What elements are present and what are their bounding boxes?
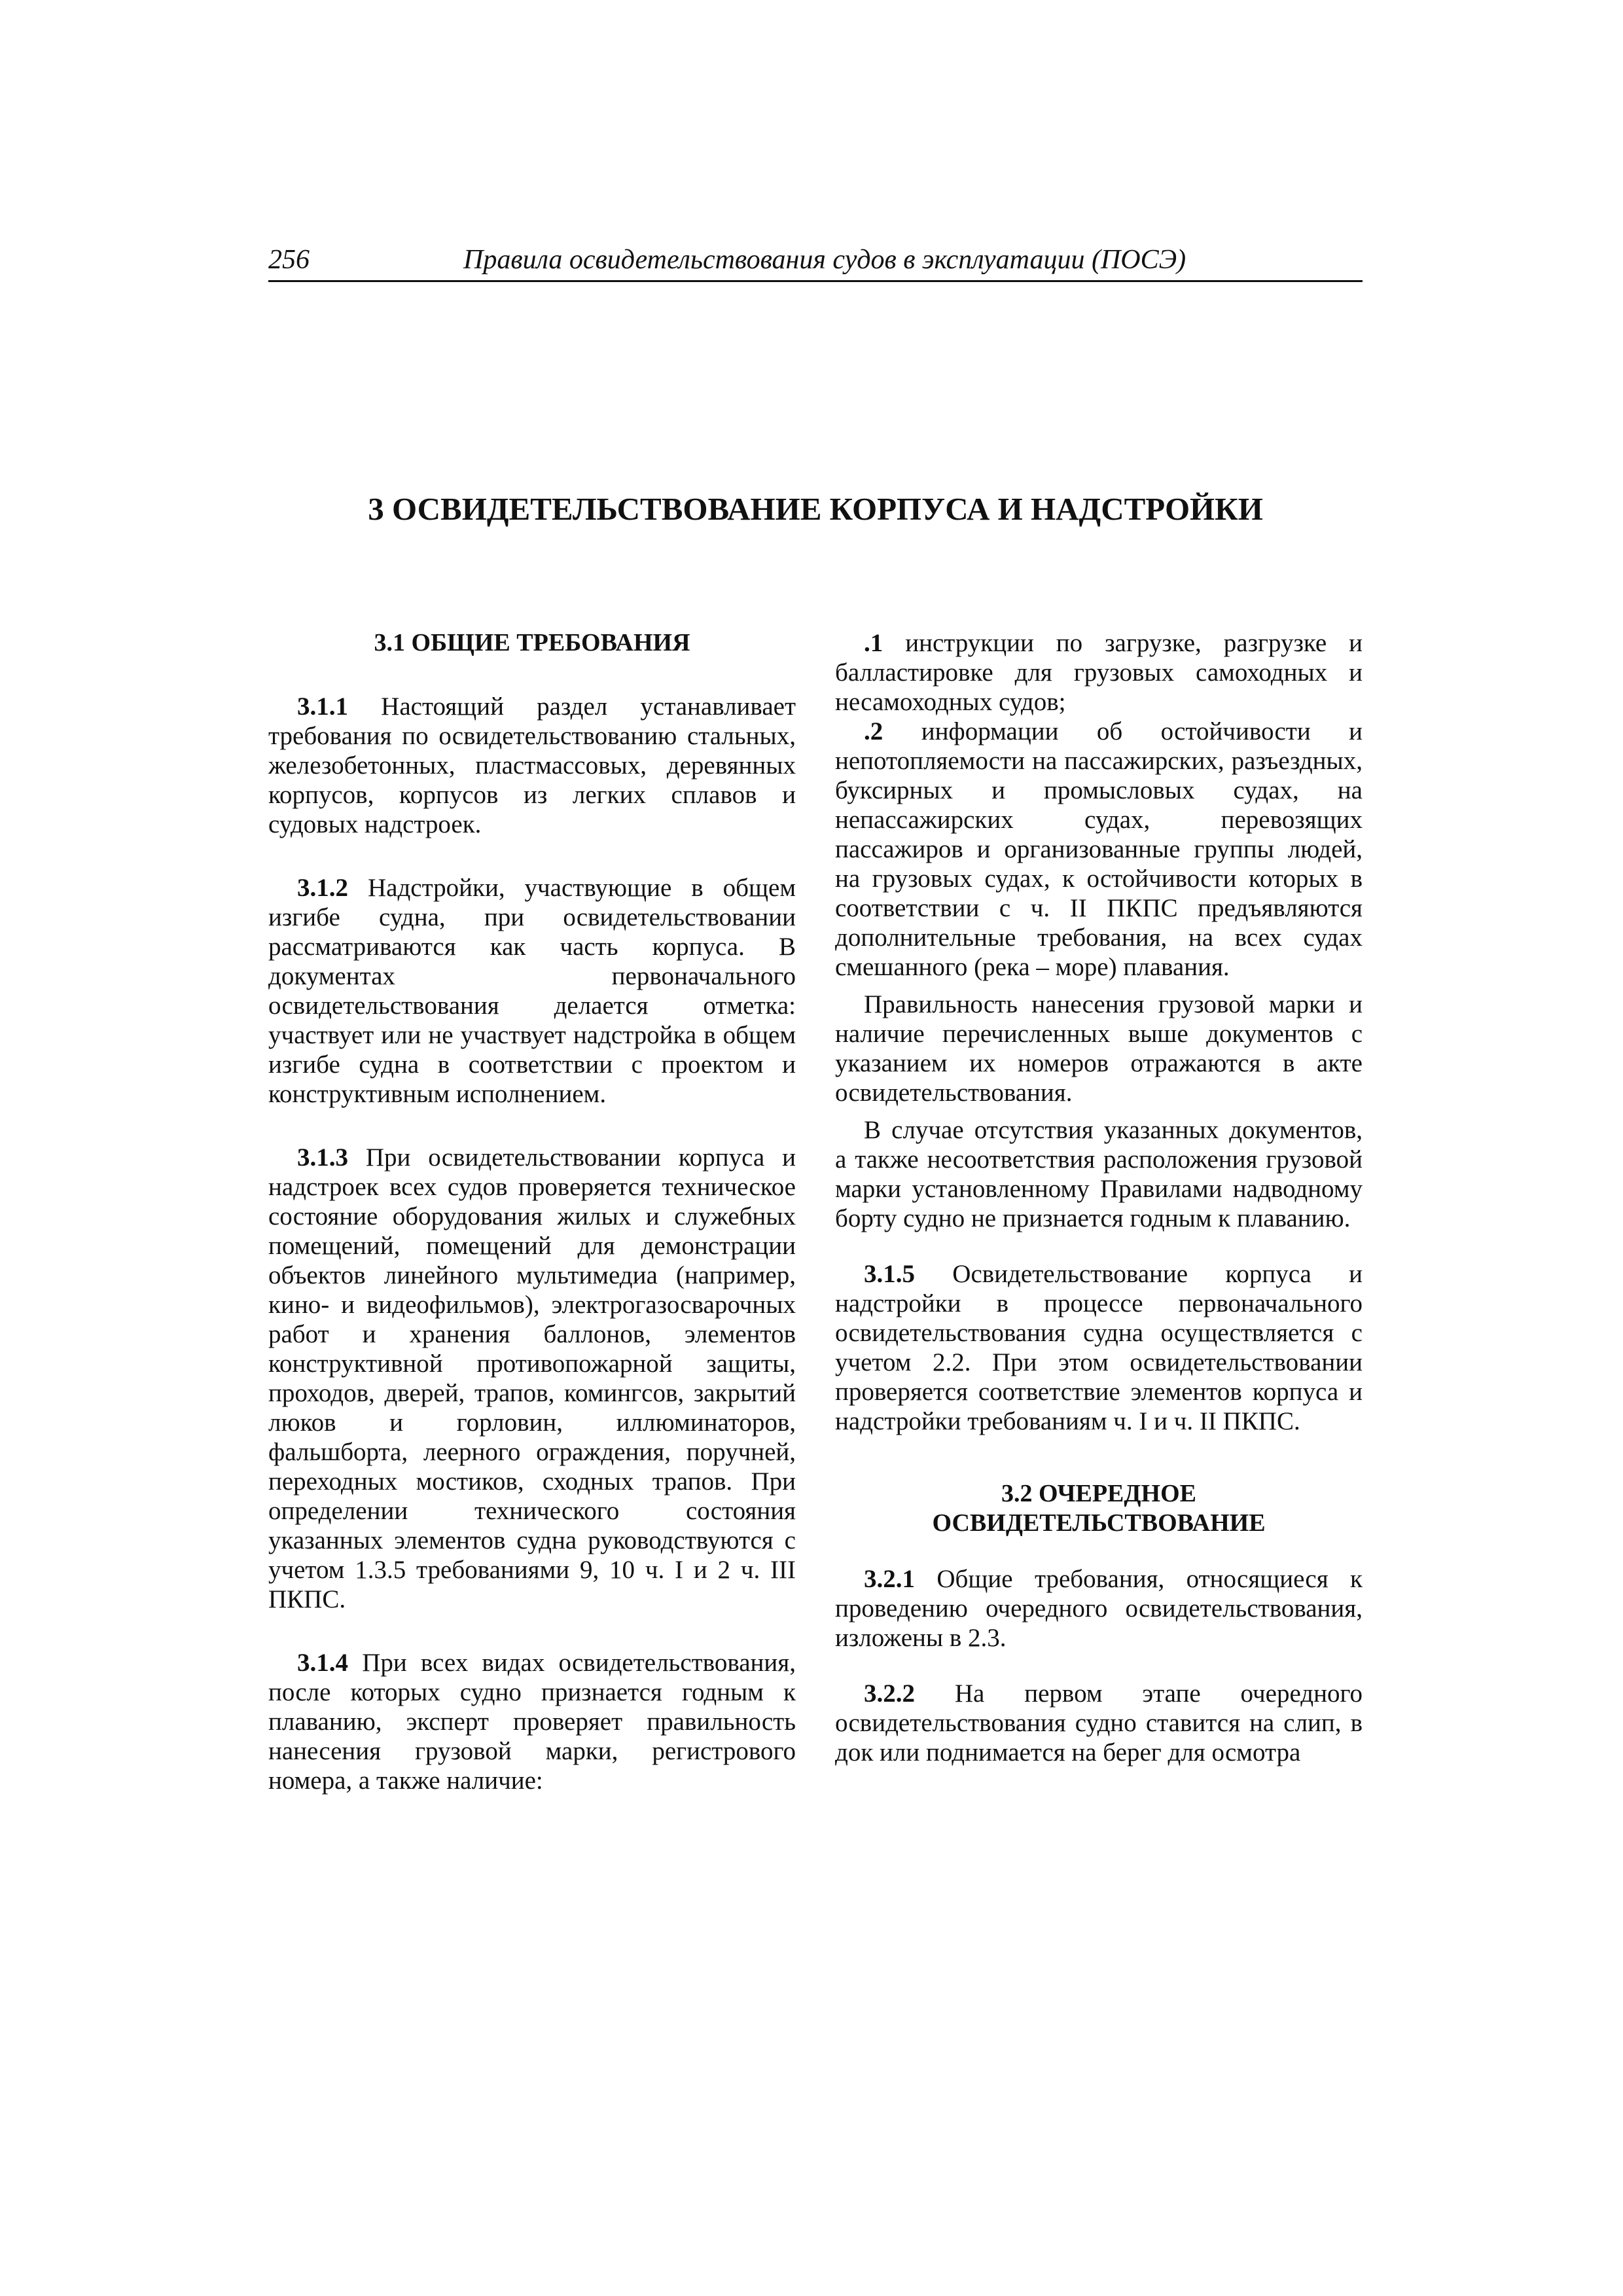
paragraph-number: 3.1.4 — [297, 1649, 348, 1677]
paragraph-3-1-4 — [268, 1648, 796, 1795]
paragraph-3-2-1 — [835, 1564, 1363, 1653]
section-heading-line-2: ОСВИДЕТЕЛЬСТВОВАНИЕ — [932, 1509, 1266, 1537]
paragraph-3-2-2 — [835, 1679, 1363, 1767]
paragraph-3-1-5 — [835, 1259, 1363, 1436]
paragraph-number: 3.1.1 — [297, 692, 348, 721]
paragraph-load-line: Правильность нанесения грузовой марки и наличие перечисленных выше документов с указанием их номеров отражаются в акте освидетельствования. — [835, 990, 1363, 1107]
paragraph-absence: В случае отсутствия указанных документов, а также несоответствия расположения грузовой марки установленному Правилами надводному борту судно не признается годным к плаванию. — [835, 1116, 1363, 1232]
paragraph-number: 3.1.5 — [864, 1260, 915, 1288]
paragraph-text: Освидетельствование корпуса и надстройки в процессе первоначального освидетельствования судна осуществляется с учетом 2.2. При этом освидетельствовании проверяется соответствие элементов корпуса и надстройки требованиям ч. I и ч. II ПКПС. — [835, 1260, 1363, 1435]
paragraph-text: При освидетельствовании корпуса и надстроек всех судов проверяется техническое состояние оборудования жилых и служебных помещений, помещений для демонстрации объектов линейного мультимедиа (например, кино- и видеофильмов), электрогазосварочных работ и хранения баллонов, элементов конструктивной противопожарной защиты, проходов, дверей, трапов, комингсов, закрытий люков и горловин, иллюминаторов, фальшборта, леерного ограждения, поручней, переходных мостиков, сходных трапов. При определении технического состояния указанных элементов судна руководствуются с учетом 1.3.5 требованиями 9, 10 ч. I и 2 ч. III ПКПС. — [268, 1143, 796, 1613]
paragraph-text: Настоящий раздел устанавливает требования по освидетельствованию стальных, железобетонных, пластмассовых, деревянных корпусов, корпусов из легких сплавов и судовых надстроек. — [268, 692, 796, 838]
paragraph-text: Надстройки, участвующие в общем изгибе судна, при освидетельствовании рассматриваются как часть корпуса. В документах первоначального освидетельствования делается отметка: участвует или не участвует надстройка в общем изгибе судна в соответствии с проектом и конструктивным исполнением. — [268, 874, 796, 1108]
section-heading-line-1: 3.2 ОЧЕРЕДНОЕ — [1001, 1480, 1196, 1507]
list-item-1 — [835, 628, 1363, 717]
section-heading-3-2 — [835, 1479, 1363, 1538]
paragraph-text: На первом этапе очередного освидетельствования судно ставится на слип, в док или поднимается на берег для осмотра — [835, 1679, 1363, 1767]
page-number: 256 — [268, 245, 310, 275]
paragraph-3-1-3 — [268, 1143, 796, 1614]
running-title: Правила освидетельствования судов в эксплуатации (ПОСЭ) — [463, 245, 1186, 275]
paragraph-number: 3.2.2 — [864, 1679, 915, 1708]
paragraph-number: 3.1.3 — [297, 1143, 348, 1172]
paragraph-text: При всех видах освидетельствования, после которых судно признается годным к плаванию, эксперт проверяет правильность нанесения грузовой марки, регистрового номера, а также наличие: — [268, 1649, 796, 1795]
section-heading-3-1: 3.1 ОБЩИЕ ТРЕБОВАНИЯ — [374, 629, 690, 656]
item-text: инструкции по загрузке, разгрузке и балластировке для грузовых самоходных и несамоходных судов; — [835, 629, 1363, 716]
chapter-title: 3 ОСВИДЕТЕЛЬСТВОВАНИЕ КОРПУСА И НАДСТРОЙКИ — [368, 491, 1263, 527]
paragraph-text: Общие требования, относящиеся к проведению очередного освидетельствования, изложены в 2.3. — [835, 1565, 1363, 1652]
paragraph-number: 3.2.1 — [864, 1565, 915, 1593]
item-number: .2 — [864, 717, 883, 745]
item-number: .1 — [864, 629, 883, 657]
paragraph-3-1-2 — [268, 873, 796, 1109]
paragraph-number: 3.1.2 — [297, 874, 348, 902]
page-header — [268, 237, 1363, 282]
left-column — [268, 628, 796, 1795]
paragraph-3-1-1 — [268, 692, 796, 839]
list-item-2 — [835, 717, 1363, 982]
right-column — [835, 628, 1363, 1767]
item-text: информации об остойчивости и непотопляемости на пассажирских, разъездных, буксирных и промысловых судах, на непассажирских судах, перевозящих пассажиров и организованные группы людей, на грузовых судах, к остойчивости которых в соответствии с ч. II ПКПС предъявляются дополнительные требования, на всех судах смешанного (река – море) плавания. — [835, 717, 1363, 981]
